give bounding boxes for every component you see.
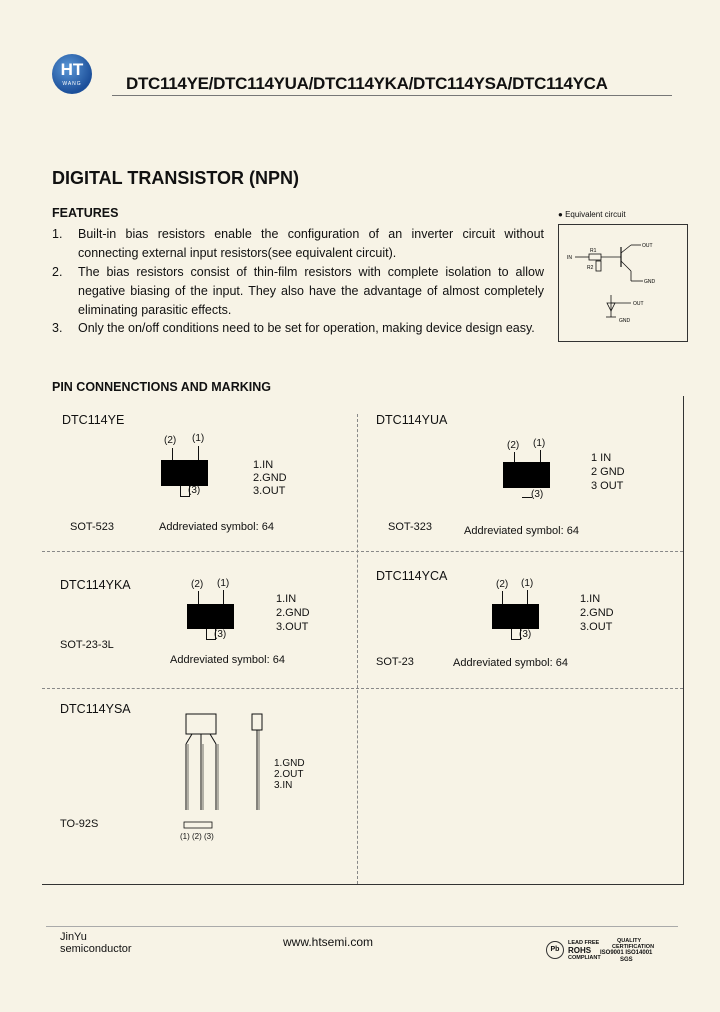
model-list: DTC114YE/DTC114YUA/DTC114YKA/DTC114YSA/DTC114YCA — [126, 74, 608, 93]
features-heading: FEATURES — [52, 206, 119, 220]
feature-number: 1. — [52, 227, 63, 241]
pin-label-1: (1) — [217, 578, 230, 589]
package-name: DTC114YKA — [60, 578, 131, 592]
pin-label-1: (1) — [192, 433, 205, 444]
section-divider-horizontal — [42, 551, 683, 552]
section-divider-vertical — [357, 414, 358, 884]
package-name: DTC114YE — [62, 413, 125, 427]
pin-label-1: (1) — [521, 578, 534, 589]
feature-text: The bias resistors consist of thin-film resistors with complete isolation to allow negative biasing of the input. They also have the advantage of almost completely eliminating parasitic effects. — [78, 265, 544, 317]
rohs-text: ROHS — [568, 946, 592, 955]
package-type: SOT-523 — [70, 521, 115, 533]
circuit-label-r2: R2 — [587, 265, 594, 271]
pin-label-3: (3) — [188, 485, 201, 496]
to92s-package-drawing — [176, 710, 272, 846]
circuit-schematic — [559, 225, 687, 341]
package-name: DTC114YUA — [376, 413, 448, 427]
feature-number: 3. — [52, 321, 63, 335]
feature-text: Only the on/off conditions need to be set for operation, making device design easy. — [78, 321, 535, 335]
chip-body — [187, 604, 234, 629]
circuit-label-in: IN — [567, 255, 572, 261]
chip-body — [492, 604, 539, 629]
package-name: DTC114YSA — [60, 702, 131, 716]
equivalent-circuit-diagram — [558, 224, 688, 342]
pin-label-2: (2) — [496, 579, 509, 590]
logo-text: HT — [60, 60, 84, 79]
package-type: SOT-23 — [376, 656, 414, 668]
section-divider-horizontal — [42, 688, 683, 689]
table-border-bottom — [42, 884, 684, 885]
footer-divider — [46, 926, 678, 927]
pin-lead — [198, 446, 199, 460]
circuit-label-gnd-2: GND — [619, 318, 631, 324]
pin-label-2: (2) — [507, 440, 520, 451]
package-name: DTC114YCA — [376, 569, 448, 583]
pin-assignment: 1.IN 2.GND 3.OUT — [580, 593, 614, 633]
compliant-text: COMPLIANT — [568, 955, 601, 961]
logo-subtext: WANG — [62, 81, 82, 87]
pin-lead — [540, 450, 541, 462]
pin-label-1: (1) — [533, 438, 546, 449]
company-name: JinYu — [60, 931, 87, 943]
feature-item — [52, 225, 544, 263]
feature-item — [52, 319, 544, 338]
feature-item — [52, 263, 544, 320]
pin-label-3: (3) — [214, 629, 227, 640]
pin-label-3: (3) — [519, 629, 532, 640]
pin-label-2: (2) — [164, 435, 177, 446]
marking-symbol: Addreviated symbol: 64 — [170, 654, 285, 666]
pin-assignment: 1.IN 2.GND 3.OUT — [276, 593, 310, 633]
feature-text: Built-in bias resistors enable the configuration of an inverter circuit without connecting external input resistors(see equivalent circuit). — [78, 227, 544, 260]
pb-free-badge: Pb — [546, 941, 564, 959]
pin-assignment: 1.GND 2.OUT 3.IN — [274, 758, 305, 791]
pin-lead — [223, 590, 224, 604]
pin-lead — [198, 591, 199, 604]
company-name-line2: semiconductor — [60, 943, 132, 955]
package-type: SOT-323 — [388, 521, 433, 533]
lead-free-text: LEAD FREE — [568, 940, 600, 946]
header-divider — [112, 95, 672, 96]
pin-assignment: 1 IN 2 GND 3 OUT — [591, 452, 625, 492]
pin-assignment: 1.IN 2.GND 3.OUT — [253, 459, 287, 497]
package-type: SOT-23-3L — [60, 639, 114, 651]
circuit-label-out: OUT — [642, 243, 653, 249]
chip-body — [503, 462, 550, 488]
sgs-text: SGS — [620, 957, 633, 963]
feature-number: 2. — [52, 265, 63, 279]
pin-label-3: (3) — [531, 489, 544, 500]
chip-body — [161, 460, 208, 486]
marking-symbol: Addreviated symbol: 64 — [453, 657, 568, 669]
website-link[interactable]: www.htsemi.com — [283, 935, 374, 949]
page-title: DIGITAL TRANSISTOR (NPN) — [52, 168, 299, 188]
marking-symbol: Addreviated symbol: 64 — [159, 521, 274, 533]
pin-connections-heading: PIN CONNENCTIONS AND MARKING — [52, 380, 271, 394]
pin-lead — [502, 591, 503, 604]
pin-lead — [514, 452, 515, 462]
circuit-label-gnd: GND — [644, 279, 656, 285]
quality-text: QUALITY — [617, 938, 642, 944]
table-border-right — [683, 396, 684, 884]
marking-symbol: Addreviated symbol: 64 — [464, 525, 579, 537]
pin-lead — [172, 448, 173, 460]
certification-text: CERTIFICATION — [612, 944, 655, 950]
package-type: TO-92S — [60, 818, 99, 830]
bottom-pin-labels: (1) (2) (3) — [180, 832, 214, 841]
iso-text: ISO9001 ISO14001 — [600, 950, 653, 956]
pin-lead — [527, 590, 528, 604]
circuit-label-r1: R1 — [590, 248, 597, 254]
circuit-label-out-2: OUT — [633, 301, 644, 307]
pin-label-2: (2) — [191, 579, 204, 590]
equivalent-circuit-title: ● Equivalent circuit — [558, 210, 626, 219]
